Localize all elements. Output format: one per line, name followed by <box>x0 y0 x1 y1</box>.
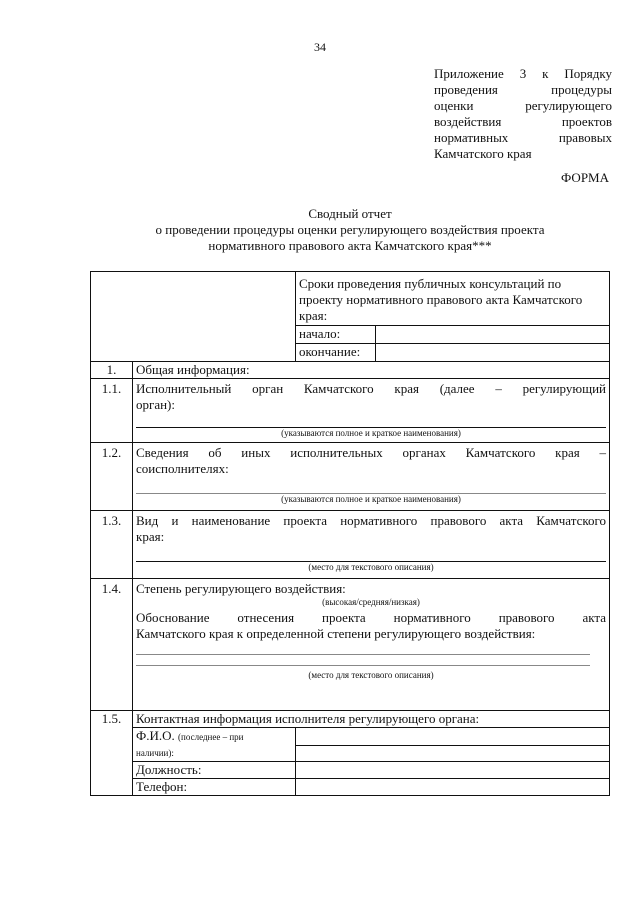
input-line[interactable] <box>136 655 590 666</box>
section-text-line: Обоснование отнесения проекта нормативного правового акта <box>136 610 607 625</box>
contact-heading: Контактная информация исполнителя регулирующего органа: <box>133 711 610 728</box>
section-text-line: Сведения об иных исполнительных органах Камчатского края – <box>136 445 607 460</box>
appendix-reference <box>434 66 612 162</box>
section-heading: Общая информация: <box>133 362 610 379</box>
consultation-line: Сроки проведения публичных консультаций по <box>299 276 562 291</box>
position-field[interactable] <box>296 762 610 779</box>
fio-note: наличии): <box>136 748 174 758</box>
fio-label: Ф.И.О. <box>136 728 175 743</box>
fio-label-cell <box>133 728 296 762</box>
end-date-label: окончание: <box>296 344 376 362</box>
input-line[interactable] <box>136 413 606 428</box>
start-date-label: начало: <box>296 326 376 344</box>
field-caption: (место для текстового описания) <box>308 562 434 572</box>
input-line[interactable] <box>136 642 590 655</box>
forma-label: ФОРМА <box>561 170 609 185</box>
section-text-line: Степень регулирующего воздействия: <box>136 581 346 596</box>
section-number: 1.1. <box>91 379 133 443</box>
co-executors-section <box>133 443 610 511</box>
section-text-line: Вид и наименование проекта нормативного правового акта Камчатского <box>136 513 607 528</box>
section-text-line: края: <box>136 529 165 544</box>
regulatory-impact-section <box>133 579 610 711</box>
section-number: 1.3. <box>91 511 133 579</box>
report-table <box>90 271 610 796</box>
field-caption: (высокая/средняя/низкая) <box>322 597 420 607</box>
fio-field[interactable] <box>296 728 610 762</box>
appendix-line: проведения процедуры <box>434 82 612 97</box>
appendix-line: Камчатского края <box>434 146 532 161</box>
empty-cell <box>91 272 296 362</box>
section-number: 1.4. <box>91 579 133 711</box>
phone-field[interactable] <box>296 779 610 796</box>
section-text-line: орган): <box>136 397 175 412</box>
consultation-line: проекту нормативного правового акта Камчатского <box>299 292 583 307</box>
title-line: о проведении процедуры оценки регулирующего воздействия проекта <box>155 222 545 237</box>
appendix-line: оценки регулирующего <box>434 98 612 113</box>
consultation-line: края: <box>299 308 328 323</box>
appendix-line: Приложение 3 к Порядку <box>434 66 612 81</box>
section-number: 1. <box>91 362 133 379</box>
section-text-line: Исполнительный орган Камчатского края (далее – регулирующий <box>136 381 607 396</box>
page-number: 34 <box>314 40 326 54</box>
appendix-line: воздействия проектов <box>434 114 612 129</box>
executive-body-section <box>133 379 610 443</box>
field-caption: (указываются полное и краткое наименования) <box>281 428 461 438</box>
phone-label: Телефон: <box>133 779 296 796</box>
input-line[interactable] <box>136 477 606 494</box>
field-caption: (указываются полное и краткое наименования) <box>281 494 461 504</box>
consultation-terms <box>296 272 610 326</box>
section-text-line: соисполнителях: <box>136 461 229 476</box>
input-line[interactable] <box>136 545 606 562</box>
start-date-field[interactable] <box>376 326 610 344</box>
draft-act-section <box>133 511 610 579</box>
end-date-field[interactable] <box>376 344 610 362</box>
field-caption: (место для текстового описания) <box>308 670 434 680</box>
position-label: Должность: <box>133 762 296 779</box>
section-number: 1.5. <box>91 711 133 796</box>
appendix-line: нормативных правовых <box>434 130 612 145</box>
section-text-line: Камчатского края к определенной степени регулирующего воздействия: <box>136 626 536 641</box>
title-line: нормативного правового акта Камчатского края*** <box>208 238 492 253</box>
section-number: 1.2. <box>91 443 133 511</box>
title-line: Сводный отчет <box>308 206 392 221</box>
fio-note: (последнее – при <box>178 732 244 742</box>
document-title <box>60 206 640 254</box>
